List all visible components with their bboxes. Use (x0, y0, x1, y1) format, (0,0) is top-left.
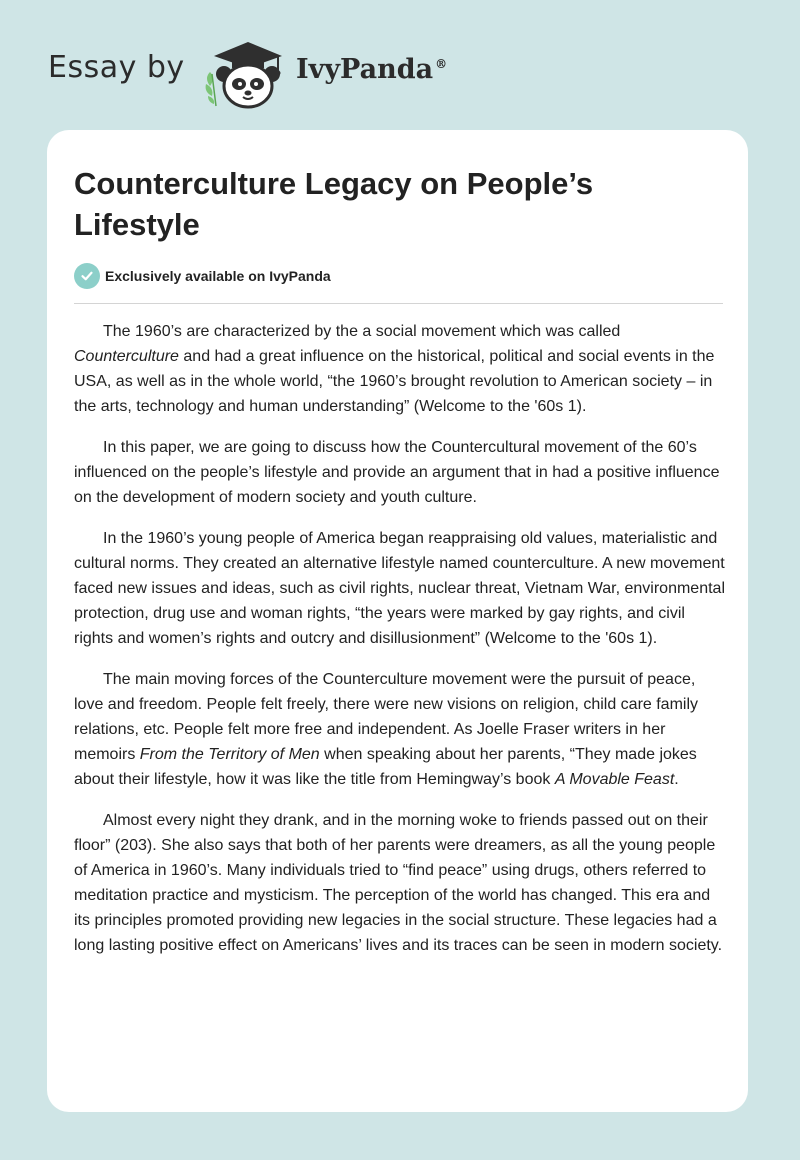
registered-mark: ® (435, 57, 448, 71)
essay-card (47, 130, 748, 1112)
page-title: Counterculture Legacy on People’s Lifestyle (74, 166, 594, 242)
essay-paragraph (74, 808, 726, 958)
paragraph-text: In this paper, we are going to discuss how the Countercultural movement of the 60’s influenced on the people’s lifestyle and provide an argument that in had a positive influence on the development of modern society and youth culture. (74, 439, 720, 506)
paragraph-text: Almost every night they drank, and in the morning woke to friends passed out on their floor” (203). She also says that both of her parents were dreamers, as all the young people of America in 1960’s. Many individuals tried to “find peace” using drugs, others referred to meditation practice and mysticism. The perception of the world has changed. This era and its principles promoted providing new legacies in the social structure. These legacies had a long lasting positive effect on Americans’ lives and its traces can be seen in modern society. (74, 812, 723, 954)
brand-name-text: IvyPanda (296, 54, 434, 85)
divider (74, 303, 723, 304)
essay-paragraph (74, 667, 726, 792)
essay-paragraph (74, 526, 726, 651)
essay-body (74, 319, 726, 974)
check-icon (74, 263, 100, 289)
paragraph-text: . (674, 771, 679, 788)
paragraph-text: The 1960’s are characterized by the a social movement which was called (103, 323, 621, 340)
essay-paragraph (74, 319, 726, 419)
italic-text: A Movable Feast (554, 771, 675, 788)
italic-text: From the Territory of Men (139, 746, 320, 763)
panda-logo-icon (200, 34, 296, 110)
italic-text: Counterculture (74, 348, 179, 365)
essay-paragraph (74, 435, 726, 510)
paragraph-text: In the 1960’s young people of America began reappraising old values, materialistic and cultural norms. They created an alternative lifestyle named counterculture. A new movement faced new issues and ideas, such as civil rights, nuclear threat, Vietnam War, environmental protection, drug use and woman rights, “the years were marked by gay rights, and civil rights and women’s rights and outcry and disillusionment” (Welcome to the '60s 1). (74, 530, 725, 647)
essay-by-label: Essay by (48, 50, 185, 85)
paragraph-text: The main moving forces of the Counterculture movement were the pursuit of peace, love and freedom. People felt freely, there were new visions on religion, child care family relations, etc. People felt more free and independent. As Joelle Fraser writers in her memoirs (74, 671, 699, 763)
paragraph-text: and had a great influence on the historical, political and social events in the USA, as well as in the whole world, “the 1960’s brought revolution to American society – in the arts, technology and human understanding” (Welcome to the '60s 1). (74, 348, 715, 415)
paragraph-text: when speaking about her parents, “They made jokes about their lifestyle, how it was like the title from Hemingway’s book (74, 746, 697, 788)
site-header (0, 0, 800, 130)
exclusive-label: Exclusively available on IvyPanda (105, 268, 331, 284)
brand-name (296, 54, 447, 85)
exclusive-badge (74, 263, 331, 289)
